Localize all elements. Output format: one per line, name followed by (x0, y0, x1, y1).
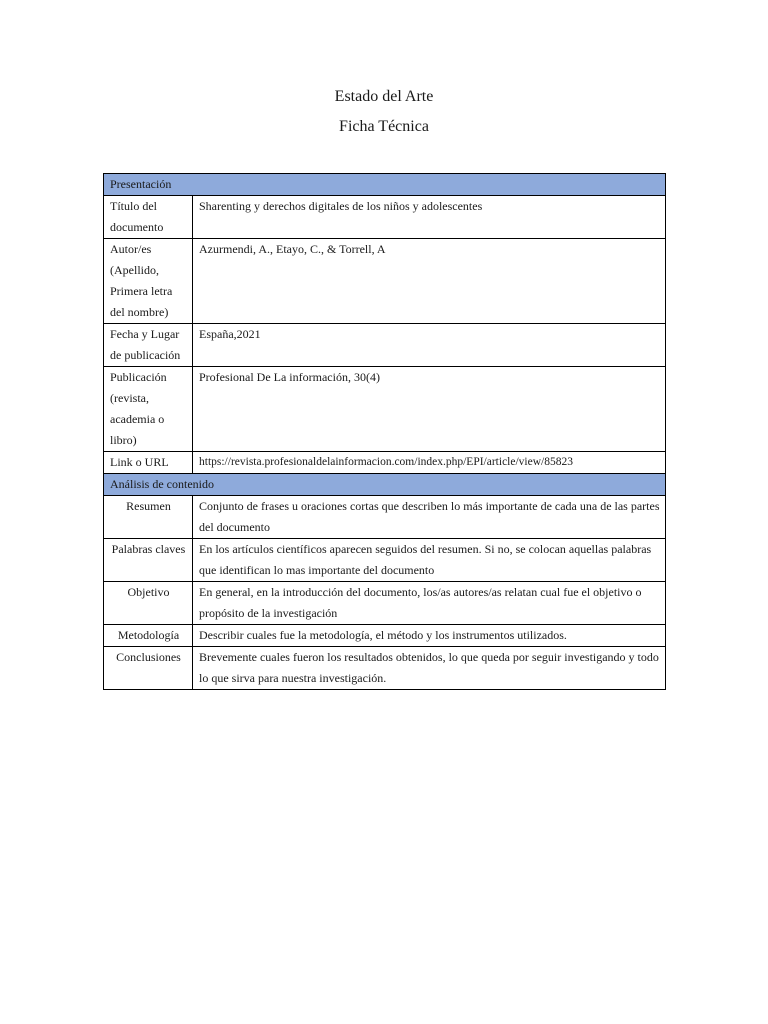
row-label: Autor/es (Apellido, Primera letra del nombre) (104, 239, 193, 324)
row-label: Fecha y Lugar de publicación (104, 324, 193, 367)
document-title: Estado del Arte (334, 88, 434, 105)
row-label: Metodología (104, 625, 193, 647)
row-label: Publicación (revista, academia o libro) (104, 367, 193, 452)
row-value: Profesional De La información, 30(4) (193, 367, 666, 452)
ficha-tecnica-table (103, 173, 666, 690)
document-subtitle: Ficha Técnica (339, 118, 429, 135)
section-header-analisis (104, 474, 666, 496)
table-row-fecha (104, 324, 666, 367)
row-label: Resumen (104, 496, 193, 539)
table-row-autores (104, 239, 666, 324)
row-label: Link o URL (104, 452, 193, 474)
row-value: En los artículos científicos aparecen seguidos del resumen. Si no, se colocan aquellas palabras que identifican lo mas importante del documento (193, 539, 666, 582)
section-header-label: Presentación (104, 174, 666, 196)
row-value-url: https://revista.profesionaldelainformacion.com/index.php/EPI/article/view/85823 (193, 452, 666, 474)
row-value: Sharenting y derechos digitales de los niños y adolescentes (193, 196, 666, 239)
row-value: Brevemente cuales fueron los resultados obtenidos, lo que queda por seguir investigando y todo lo que sirva para nuestra investigación. (193, 647, 666, 690)
table-row-titulo (104, 196, 666, 239)
table-row-resumen (104, 496, 666, 539)
table-row-publicacion (104, 367, 666, 452)
section-header-label: Análisis de contenido (104, 474, 666, 496)
row-value: Azurmendi, A., Etayo, C., & Torrell, A (193, 239, 666, 324)
row-label: Objetivo (104, 582, 193, 625)
row-value: Describir cuales fue la metodología, el método y los instrumentos utilizados. (193, 625, 666, 647)
table-row-conclusiones (104, 647, 666, 690)
table-row-metodologia (104, 625, 666, 647)
row-value: En general, en la introducción del documento, los/as autores/as relatan cual fue el objetivo o propósito de la investigación (193, 582, 666, 625)
table-row-palabras-claves (104, 539, 666, 582)
row-label: Conclusiones (104, 647, 193, 690)
row-value: España,2021 (193, 324, 666, 367)
table-row-objetivo (104, 582, 666, 625)
section-header-presentacion (104, 174, 666, 196)
row-label: Título del documento (104, 196, 193, 239)
table-row-link (104, 452, 666, 474)
row-label: Palabras claves (104, 539, 193, 582)
row-value: Conjunto de frases u oraciones cortas que describen lo más importante de cada una de las partes del documento (193, 496, 666, 539)
